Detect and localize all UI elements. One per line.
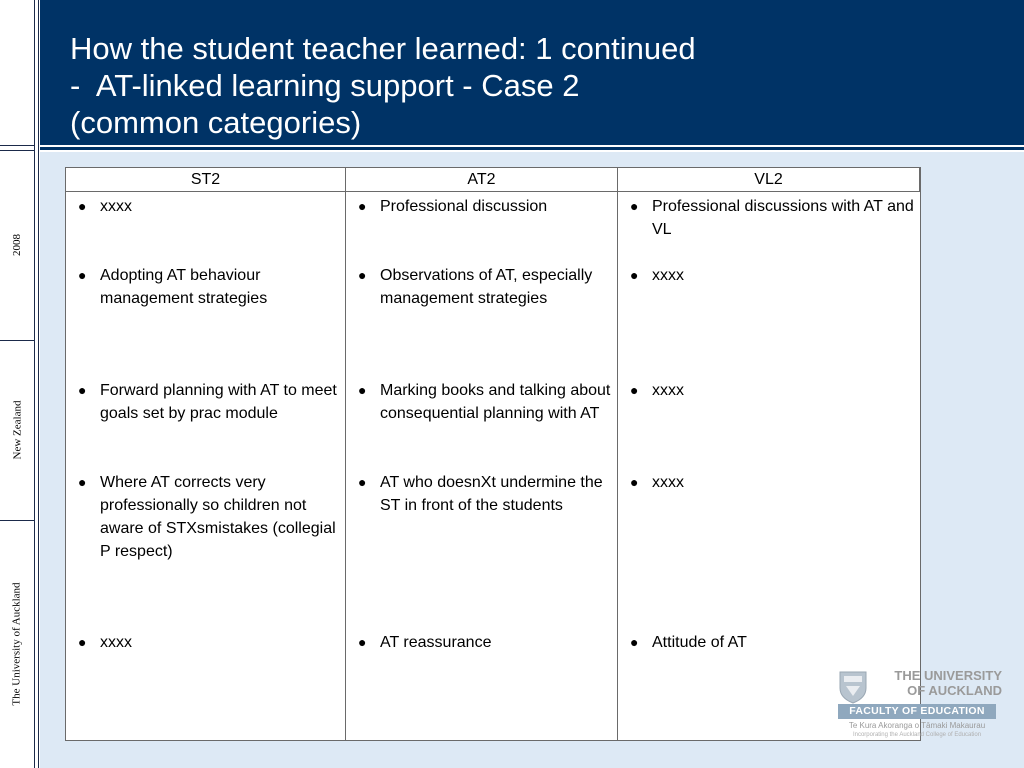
bullet-icon: ● [358, 474, 367, 490]
list-item: ● Professional discussions with AT and VL [652, 195, 914, 241]
bullet-icon: ● [630, 634, 639, 650]
table-column-vl2 [618, 192, 920, 740]
logo-incorporating: Incorporating the Auckland College of Education [852, 732, 982, 738]
logo-faculty: FACULTY OF EDUCATION [838, 704, 996, 719]
bullet-icon: ● [78, 474, 87, 490]
left-rule [38, 0, 39, 768]
list-item: ● xxxx [100, 195, 339, 218]
list-item: ● Professional discussion [380, 195, 611, 218]
table-column-at2 [346, 192, 618, 740]
list-item: ● Attitude of AT [652, 631, 914, 654]
bullet-icon: ● [78, 267, 87, 283]
list-item: ● xxxx [100, 631, 339, 654]
bullet-icon: ● [358, 382, 367, 398]
left-strip-divider [0, 145, 34, 146]
left-strip-border [34, 0, 35, 768]
list-item: ● xxxx [652, 471, 914, 494]
list-item: ● xxxx [652, 264, 914, 287]
bullet-icon: ● [630, 382, 639, 398]
bullet-icon: ● [630, 198, 639, 214]
left-strip [0, 0, 34, 768]
list-item: ● AT who doesnXt undermine the ST in front of the students [380, 471, 611, 517]
country-label: New Zealand [11, 400, 24, 460]
list-item: ● Forward planning with AT to meet goals set by prac module [100, 379, 339, 425]
list-item: ● Marking books and talking about consequential planning with AT [380, 379, 611, 425]
bullet-icon: ● [78, 634, 87, 650]
university-label: The University of Auckland [11, 582, 23, 706]
list-item: ● xxxx [652, 379, 914, 402]
crest-icon [838, 670, 868, 704]
bullet-icon: ● [358, 198, 367, 214]
bullet-icon: ● [630, 267, 639, 283]
table-header-vl2: VL2 [618, 168, 920, 192]
list-item: ● Adopting AT behaviour management strategies [100, 264, 339, 310]
bullet-icon: ● [358, 634, 367, 650]
list-item: ● AT reassurance [380, 631, 611, 654]
table-header-at2: AT2 [346, 168, 618, 192]
bullet-icon: ● [630, 474, 639, 490]
list-item: ● Where AT corrects very professionally so children not aware of STXsmistakes (collegial P respect) [100, 471, 339, 563]
bullet-icon: ● [78, 382, 87, 398]
table-column-st2 [66, 192, 346, 740]
logo-maori-name: Te Kura Akoranga o Tāmaki Makaurau [848, 721, 986, 730]
slide-title: How the student teacher learned: 1 continued - AT-linked learning support - Case 2 (common categories) [70, 31, 696, 140]
header-separator [40, 147, 1024, 150]
list-item: ● Observations of AT, especially management strategies [380, 264, 611, 310]
bullet-icon: ● [78, 198, 87, 214]
university-logo [838, 668, 1008, 744]
table-header-st2: ST2 [66, 168, 346, 192]
comparison-table [65, 167, 921, 741]
logo-university-name: THE UNIVERSITY OF AUCKLAND [894, 668, 1002, 698]
bullet-icon: ● [358, 267, 367, 283]
year-label: 2008 [11, 234, 23, 256]
